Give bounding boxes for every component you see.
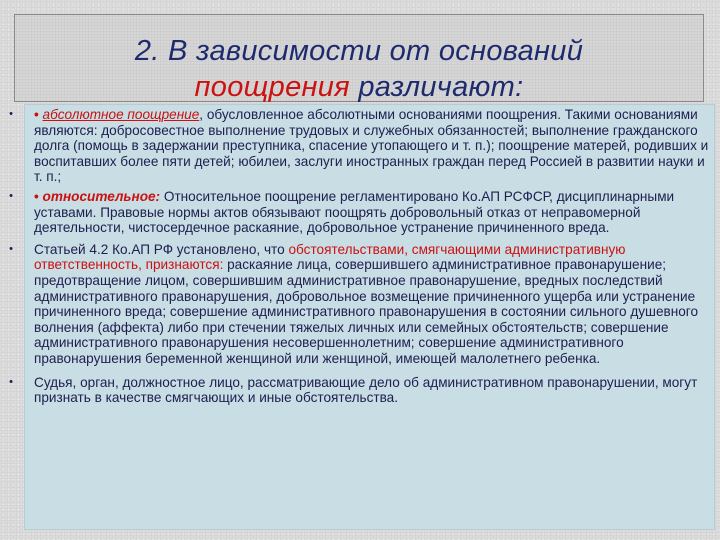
bullet-dot: • (9, 108, 13, 120)
bullet-list (6, 107, 718, 406)
bullet-dot: • (9, 375, 13, 388)
term-relative: относительное: (42, 188, 161, 204)
bullet-item-relative (6, 189, 718, 236)
title-box (14, 14, 704, 102)
bullet-dot: • (9, 242, 13, 255)
slide-title (15, 33, 703, 105)
item-lead: • (34, 107, 43, 122)
title-accent: поощрения (194, 71, 350, 103)
term-absolute: абсолютное поощрение (42, 107, 200, 122)
title-line1: 2. В зависимости от оснований (134, 35, 584, 67)
term-mitigating: обстоятельствами, смягчающими административную ответственность, признаются: (34, 241, 626, 273)
item-lead: Статьей 4.2 Ко.АП РФ установлено, что (34, 241, 289, 257)
item-text: Относительное поощрение регламентировано Ко.АП РСФСР, дисциплинарными уставами. Правовые нормы актов обязывают поощрять добровольный отказ от неправомерной деятельности, чистосердечное раскаяние, добровольное устранение причиненного вреда. (34, 188, 675, 236)
bullet-item-judge (6, 375, 718, 406)
item-text: раскаяние лица, совершившего административное правонарушение; предотвращение лицом, совершившим административное правонарушение, вредных последствий административного правонарушения, добровольное возмещение причиненного ущерба или устранение причиненного вреда; совершение административного правонарушения в состоянии сильного душевного волнения (аффекта) либо при стечении тяжелых личных или семейных обстоятельств; совершение административного правонарушения несовершеннолетним; совершение административного правонарушения беременной женщиной или женщиной, имеющей малолетнего ребенка. (34, 257, 699, 366)
bullet-item-article (6, 242, 718, 367)
bullet-item-absolute (6, 107, 718, 185)
item-lead: • (34, 188, 43, 204)
item-text: Судья, орган, должностное лицо, рассматривающие дело об административном правонарушении, могут признать в качестве смягчающих и иные обстоятельства. (34, 374, 698, 406)
item-text: , обусловленное абсолютными основаниями поощрения. Такими основаниями являются: добросовестное выполнение трудовых и служебных обязанностей; выполнение гражданского долга (помощь в задержании преступника, спасение утопающего и т. п.); поощрение матерей, родивших и воспитавших более пяти детей; юбилеи, заслуги иностранных граждан перед Россией в развитии науки и т. п.; (34, 107, 709, 185)
title-rest: различают: (349, 71, 524, 103)
bullet-dot: • (9, 189, 13, 202)
